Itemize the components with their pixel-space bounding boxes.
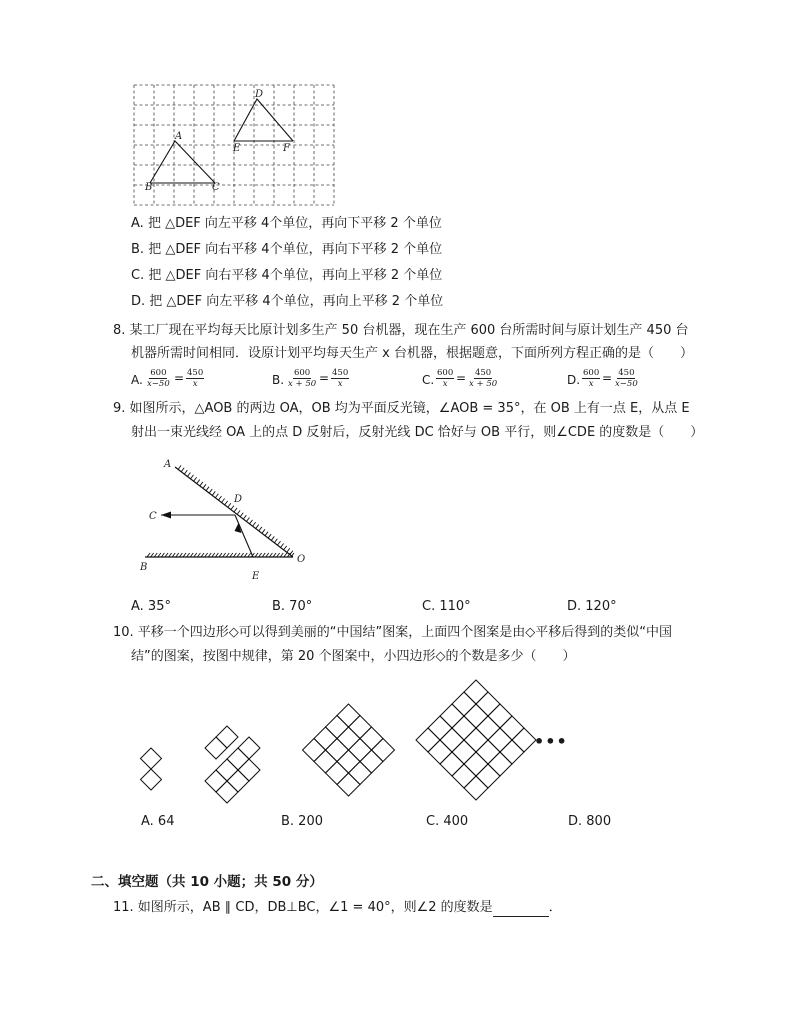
q9-stem-line1: 9. 如图所示，△AOB 的两边 OA，OB 均为平面反光镜，∠AOB = 35°，在 OB 上有一点 E，从点 E [113, 401, 690, 416]
q11-answer-blank[interactable] [493, 902, 549, 917]
label-a: A [175, 131, 183, 142]
q9-mirror-figure [135, 455, 315, 585]
q10-option-b[interactable]: B. 200 [281, 814, 323, 829]
section-title: 二、填空题（共 10 小题；共 50 分） [91, 874, 323, 890]
q9-option-b[interactable]: B. 70° [272, 599, 313, 614]
q10-stem-line2: 结”的图案，按图中规律，第 20 个图案中，小四边形◇的个数是多少（ ） [131, 649, 576, 664]
q7-grid-figure [130, 82, 340, 202]
q10-ellipsis: ••• [534, 732, 568, 751]
q11-stem: 11. 如图所示，AB ∥ CD，DB⊥BC，∠1 = 40°，则∠2 的度数是 ． [113, 900, 562, 915]
label-d: D [255, 89, 264, 100]
q10-stem-line1: 10. 平移一个四边形◇可以得到美丽的“中国结”图案，上面四个图案是由◇平移后得到的类似“中国 [113, 625, 673, 640]
label-e: E [252, 571, 260, 582]
q7-option-d[interactable]: D. 把 △DEF 向左平移 4个单位，再向上平移 2 个单位 [131, 294, 444, 309]
q10-pattern-4 [416, 680, 536, 800]
label-d: D [234, 494, 243, 505]
label-b: B [145, 182, 153, 193]
label-f: F [283, 143, 290, 154]
label-a: A [164, 459, 172, 470]
triangle-abc [150, 141, 215, 183]
q10-option-c[interactable]: C. 400 [426, 814, 469, 829]
q10-pattern-1 [138, 748, 168, 798]
q8-stem-line2: 机器所需时间相同．设原计划平均每天生产 x 台机器，根据题意，下面所列方程正确的是（ ） [131, 346, 693, 361]
q8-stem-line1: 8. 某工厂现在平均每天比原计划多生产 50 台机器，现在生产 600 台所需时间与原计划生产 450 台 [113, 323, 689, 338]
q10-pattern-3 [301, 704, 396, 799]
q10-option-a[interactable]: A. 64 [141, 814, 175, 829]
q10-option-d[interactable]: D. 800 [568, 814, 612, 829]
label-c: C [212, 182, 220, 193]
q7-option-b[interactable]: B. 把 △DEF 向右平移 4个单位，再向下平移 2 个单位 [131, 242, 443, 257]
q9-option-a[interactable]: A. 35° [131, 599, 171, 614]
q7-option-c[interactable]: C. 把 △DEF 向右平移 4个单位，再向上平移 2 个单位 [131, 268, 443, 283]
label-b: B [140, 562, 148, 573]
label-o: O [297, 554, 306, 565]
label-c: C [149, 511, 157, 522]
q10-pattern-2 [204, 726, 264, 798]
label-e: E [233, 143, 241, 154]
q9-stem-line2: 射出一束光线经 OA 上的点 D 反射后，反射光线 DC 恰好与 OB 平行，则∠CDE 的度数是（ ） [131, 425, 704, 440]
q9-option-c[interactable]: C. 110° [422, 599, 471, 614]
q7-option-a[interactable]: A. 把 △DEF 向左平移 4个单位，再向下平移 2 个单位 [131, 216, 442, 231]
q9-option-d[interactable]: D. 120° [567, 599, 617, 614]
